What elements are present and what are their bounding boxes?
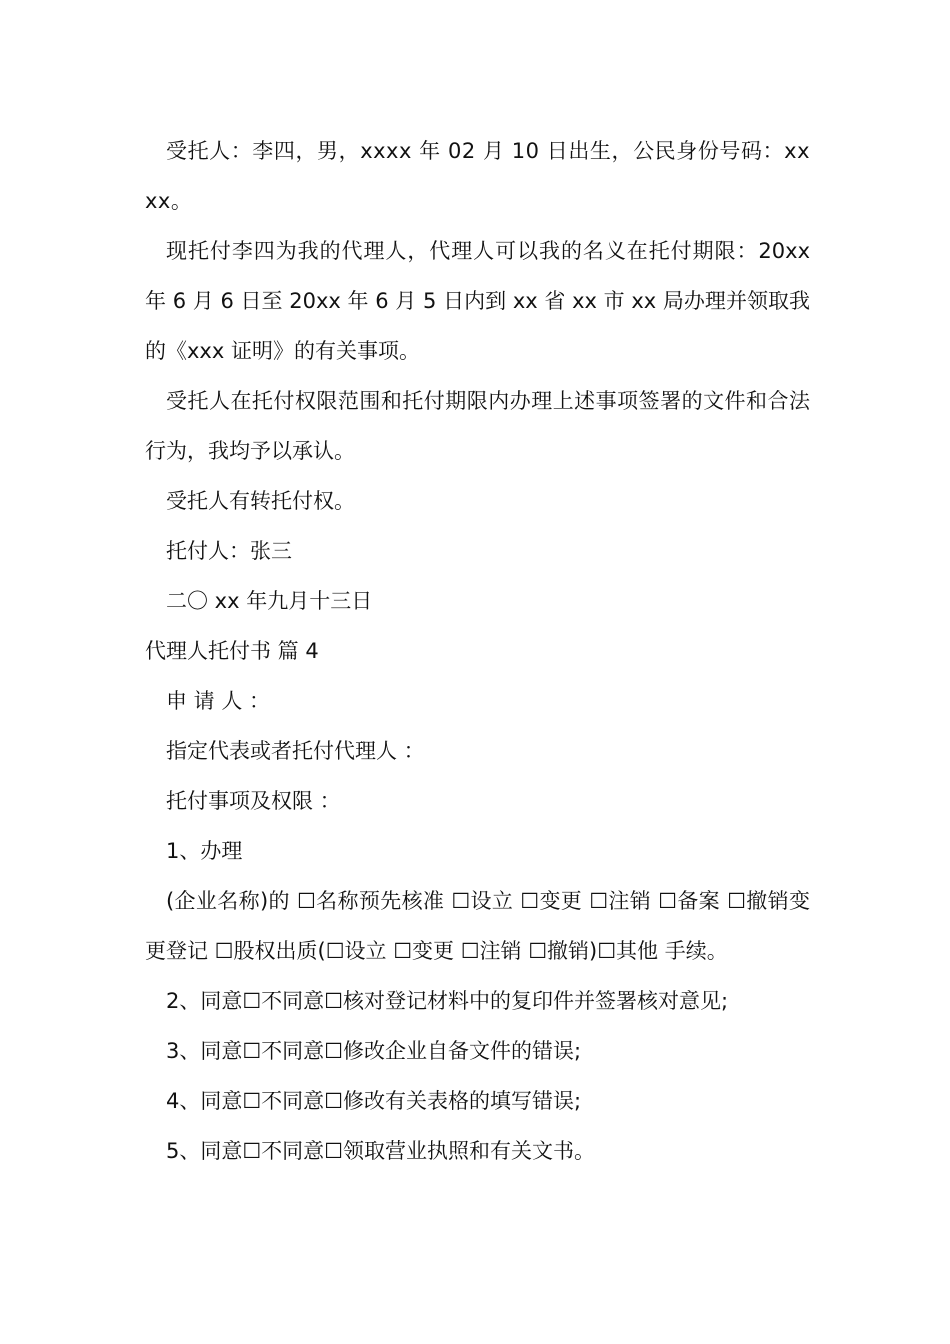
list-item-5: 5、同意☐不同意☐领取营业执照和有关文书。 — [166, 1139, 596, 1163]
paragraph-trustee-info: 受托人：李四，男，xxxx 年 02 月 10 日出生，公民身份号码：xxxx。 — [145, 139, 810, 213]
list-item-4: 4、同意☐不同意☐修改有关表格的填写错误; — [166, 1089, 582, 1113]
paragraph-appointment: 现托付李四为我的代理人，代理人可以我的名义在托付期限：20xx 年 6 月 6 日至 20xx 年 6 月 5 日内到 xx 省 xx 市 xx 局办理并领取我的《xxx 证明》的有关事项。 — [145, 239, 810, 363]
paragraph-principal: 托付人：张三 — [166, 539, 292, 563]
list-item-3: 3、同意☐不同意☐修改企业自备文件的错误; — [166, 1039, 582, 1063]
list-item-1: 1、办理 — [166, 839, 243, 863]
field-representative: 指定代表或者托付代理人 ： — [166, 739, 425, 763]
list-item-2: 2、同意☐不同意☐核对登记材料中的复印件并签署核对意见; — [166, 989, 729, 1013]
paragraph-date: 二〇 xx 年九月十三日 — [166, 589, 373, 613]
paragraph-sub-delegation: 受托人有转托付权。 — [166, 489, 355, 513]
section-heading: 代理人托付书 篇 4 — [145, 639, 319, 663]
field-applicant: 申 请 人 ： — [166, 689, 271, 713]
paragraph-authority: 受托人在托付权限范围和托付期限内办理上述事项签署的文件和合法行为，我均予以承认。 — [145, 389, 810, 463]
document-body — [145, 126, 810, 1176]
field-matters-scope: 托付事项及权限 ： — [166, 789, 341, 813]
list-item-1-options: (企业名称)的 ☐名称预先核准 ☐设立 ☐变更 ☐注销 ☐备案 ☐撤销变更登记 ☐股权出质(☐设立 ☐变更 ☐注销 ☐撤销)☐其他 手续。 — [145, 889, 810, 963]
